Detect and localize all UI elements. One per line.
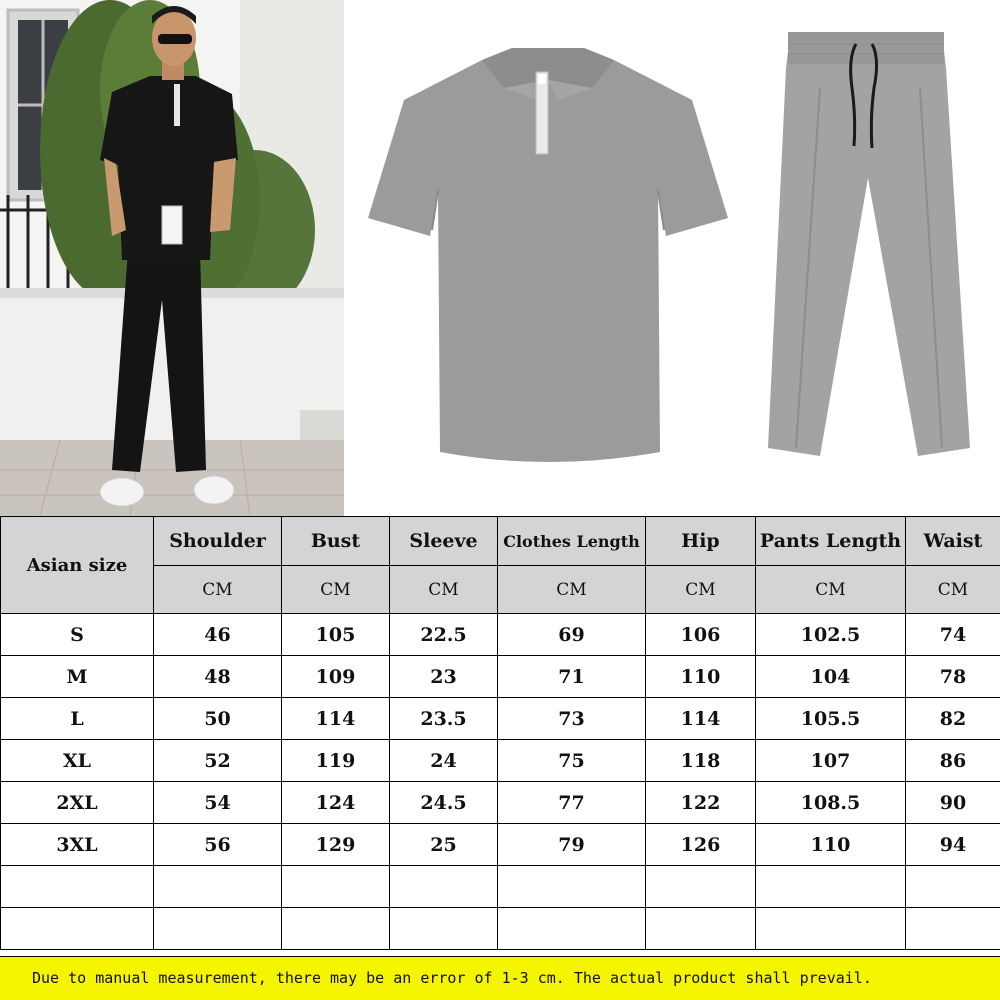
table-row: [1, 740, 1000, 782]
unit-cell: CM: [498, 566, 646, 614]
measurement-cell: 105: [282, 614, 390, 656]
measurement-cell: [282, 908, 390, 950]
column-header-waist: Waist: [906, 517, 1000, 566]
measurement-cell: [906, 866, 1000, 908]
measurement-cell: 124: [282, 782, 390, 824]
size-rows: [1, 614, 1000, 950]
jogger-pants-image: [760, 28, 980, 468]
measurement-cell: 52: [154, 740, 282, 782]
measurement-cell: 73: [498, 698, 646, 740]
size-chart-table: [0, 516, 1000, 950]
measurement-cell: 90: [906, 782, 1000, 824]
column-header-shoulder: Shoulder: [154, 517, 282, 566]
measurement-cell: 48: [154, 656, 282, 698]
measurement-cell: [498, 866, 646, 908]
table-row: [1, 614, 1000, 656]
column-header-bust: Bust: [282, 517, 390, 566]
measurement-cell: 110: [646, 656, 756, 698]
table-header-row: [1, 517, 1000, 566]
measurement-cell: 82: [906, 698, 1000, 740]
unit-cell: CM: [646, 566, 756, 614]
asian-size-header: Asian size: [1, 517, 154, 614]
measurement-cell: [390, 908, 498, 950]
column-header-hip: Hip: [646, 517, 756, 566]
measurement-cell: 78: [906, 656, 1000, 698]
table-row: [1, 698, 1000, 740]
table-row: [1, 824, 1000, 866]
column-header-pants-length: Pants Length: [756, 517, 906, 566]
measurement-note: Due to manual measurement, there may be an error of 1-3 cm. The actual product shall prevail.: [0, 956, 1000, 1000]
measurement-cell: 24.5: [390, 782, 498, 824]
unit-cell: CM: [282, 566, 390, 614]
size-label-cell: XL: [1, 740, 154, 782]
measurement-cell: 107: [756, 740, 906, 782]
measurement-cell: [906, 908, 1000, 950]
measurement-cell: [390, 866, 498, 908]
measurement-cell: 119: [282, 740, 390, 782]
size-label-cell: 3XL: [1, 824, 154, 866]
measurement-cell: 126: [646, 824, 756, 866]
jogger-pants-illustration: [760, 28, 980, 468]
table-row: [1, 908, 1000, 950]
measurement-cell: 105.5: [756, 698, 906, 740]
table-row: [1, 782, 1000, 824]
measurement-cell: [756, 908, 906, 950]
size-label-cell: 2XL: [1, 782, 154, 824]
measurement-cell: 25: [390, 824, 498, 866]
measurement-cell: [646, 908, 756, 950]
unit-cell: CM: [906, 566, 1000, 614]
measurement-cell: 77: [498, 782, 646, 824]
model-photo-illustration: [0, 0, 344, 516]
measurement-cell: 109: [282, 656, 390, 698]
size-label-cell: L: [1, 698, 154, 740]
table-row: [1, 866, 1000, 908]
measurement-cell: 69: [498, 614, 646, 656]
measurement-cell: 23.5: [390, 698, 498, 740]
measurement-cell: [282, 866, 390, 908]
measurement-cell: [646, 866, 756, 908]
measurement-cell: 102.5: [756, 614, 906, 656]
measurement-cell: 114: [282, 698, 390, 740]
column-header-sleeve: Sleeve: [390, 517, 498, 566]
measurement-cell: 56: [154, 824, 282, 866]
measurement-cell: 129: [282, 824, 390, 866]
measurement-cell: 46: [154, 614, 282, 656]
polo-shirt-image: [362, 40, 734, 480]
measurement-cell: 23: [390, 656, 498, 698]
measurement-cell: 71: [498, 656, 646, 698]
measurement-cell: 104: [756, 656, 906, 698]
unit-cell: CM: [390, 566, 498, 614]
measurement-cell: 79: [498, 824, 646, 866]
measurement-cell: 108.5: [756, 782, 906, 824]
size-label-cell: [1, 908, 154, 950]
measurement-cell: 114: [646, 698, 756, 740]
measurement-cell: [154, 908, 282, 950]
measurement-cell: 106: [646, 614, 756, 656]
measurement-cell: 94: [906, 824, 1000, 866]
polo-shirt-illustration: [362, 40, 734, 480]
measurement-cell: 122: [646, 782, 756, 824]
measurement-cell: [498, 908, 646, 950]
size-label-cell: M: [1, 656, 154, 698]
measurement-cell: 118: [646, 740, 756, 782]
measurement-cell: 24: [390, 740, 498, 782]
column-header-clothes-length: Clothes Length: [498, 517, 646, 566]
unit-cell: CM: [756, 566, 906, 614]
size-label-cell: [1, 866, 154, 908]
measurement-cell: 50: [154, 698, 282, 740]
measurement-cell: [154, 866, 282, 908]
table-row: [1, 656, 1000, 698]
unit-cell: CM: [154, 566, 282, 614]
measurement-cell: 86: [906, 740, 1000, 782]
model-photo: [0, 0, 344, 516]
measurement-cell: 22.5: [390, 614, 498, 656]
measurement-cell: 54: [154, 782, 282, 824]
measurement-cell: 75: [498, 740, 646, 782]
measurement-cell: [756, 866, 906, 908]
size-label-cell: S: [1, 614, 154, 656]
measurement-cell: 110: [756, 824, 906, 866]
measurement-cell: 74: [906, 614, 1000, 656]
